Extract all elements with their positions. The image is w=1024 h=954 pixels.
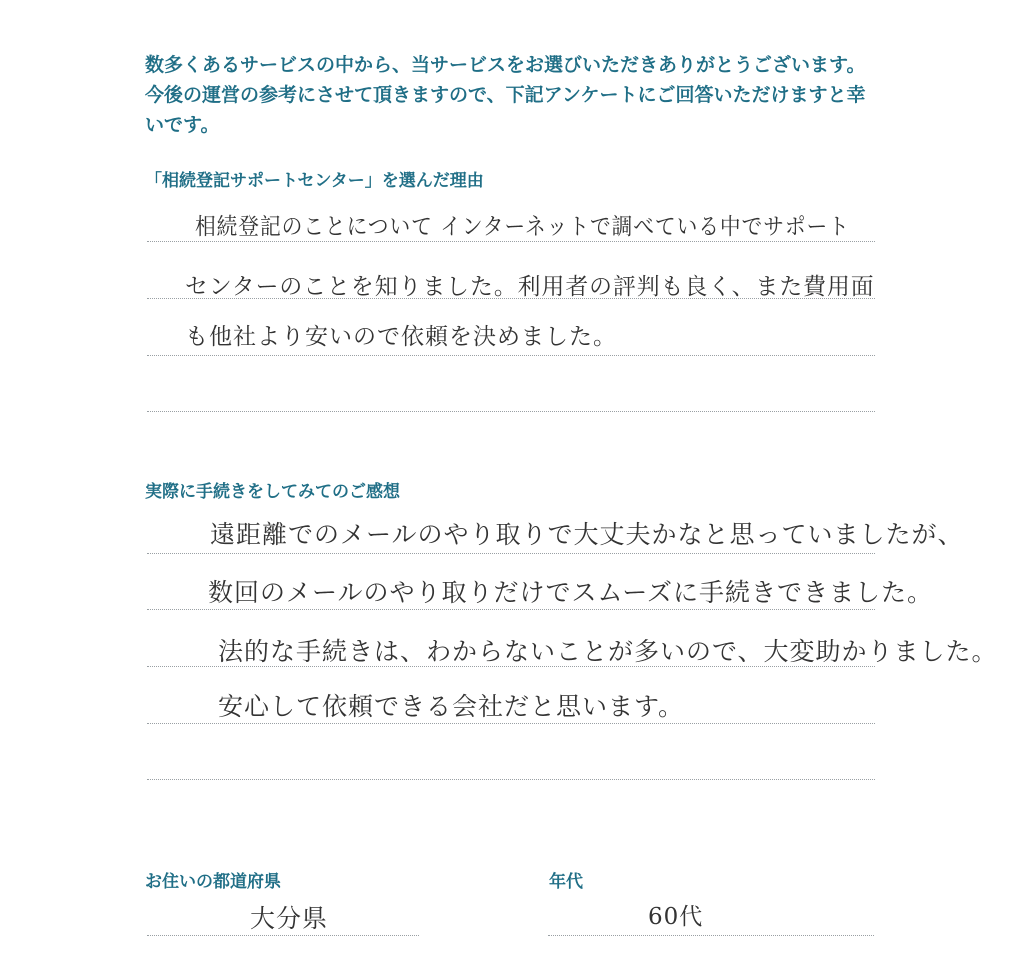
prefecture-rule	[147, 935, 419, 936]
answer-rule	[147, 666, 875, 667]
answer-rule	[147, 241, 875, 242]
answer-rule	[147, 411, 875, 412]
age-rule	[548, 935, 874, 936]
impression-line-1: 遠距離でのメールのやり取りで大丈夫かなと思っていましたが、	[210, 520, 964, 549]
age-label: 年代	[549, 872, 583, 892]
section-heading-impression: 実際に手続きをしてみてのご感想	[145, 482, 400, 502]
answer-rule	[147, 609, 875, 610]
section-heading-reason: 「相続登記サポートセンター」を選んだ理由	[145, 171, 484, 191]
answer-rule	[147, 723, 875, 724]
answer-rule	[147, 553, 875, 554]
reason-line-2: センターのことを知りました。利用者の評判も良く、また費用面	[185, 274, 875, 300]
impression-line-2: 数回のメールのやり取りだけでスムーズに手続きできました。	[208, 578, 934, 607]
intro-text: 数多くあるサービスの中から、当サービスをお選びいただきありがとうございます。今後の運営の参考にさせて頂きますので、下記アンケートにご回答いただけますと幸いです。	[145, 54, 866, 136]
answer-rule	[147, 298, 875, 299]
age-value: 60代	[648, 904, 704, 930]
impression-line-3: 法的な手続きは、わからないことが多いので、大変助かりました。	[218, 637, 998, 666]
prefecture-label: お住いの都道府県	[145, 872, 281, 892]
reason-line-1: 相続登記のことについて インターネットで調べている中でサポート	[195, 214, 850, 240]
impression-line-4: 安心して依頼できる会社だと思います。	[218, 692, 685, 721]
answer-rule	[147, 355, 875, 356]
prefecture-value: 大分県	[250, 904, 329, 933]
reason-line-3: も他社より安いので依頼を決めました。	[185, 324, 617, 350]
answer-rule	[147, 779, 875, 780]
